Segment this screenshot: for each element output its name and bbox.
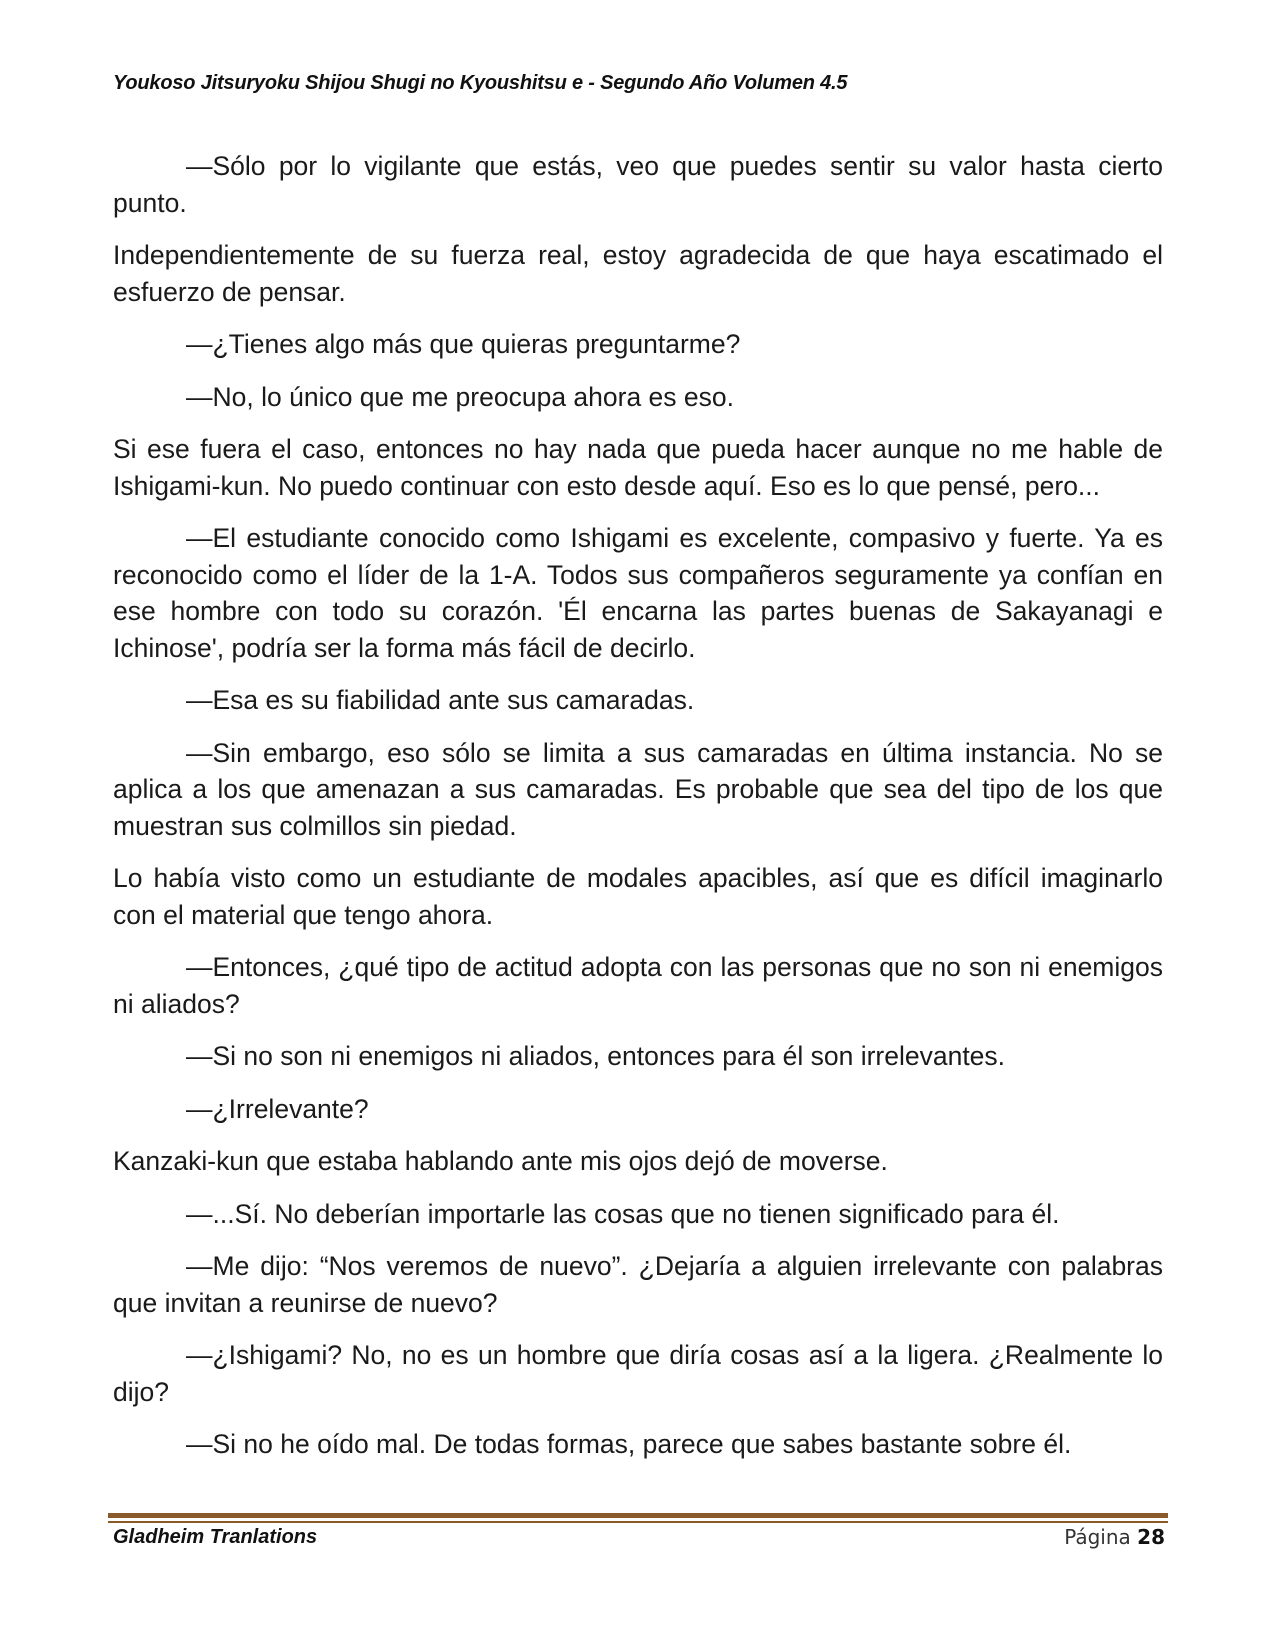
paragraph-8: —Sin embargo, eso sólo se limita a sus camaradas en última instancia. No se aplica a los que amenazan a sus camaradas. Es probable que sea del tipo de los que muestran sus colmillos sin piedad. <box>113 737 1163 841</box>
paragraph-6: —El estudiante conocido como Ishigami es excelente, compasivo y fuerte. Ya es reconocido como el líder de la 1-A. Todos sus compañeros seguramente ya confían en ese hombre con todo su corazón. 'Él encarna las partes buenas de Sakayanagi e Ichinose', podría ser la forma más fácil de decirlo. <box>113 523 1163 663</box>
paragraph-2: Independientemente de su fuerza real, estoy agradecida de que haya escatimado el esfuerzo de pensar. <box>113 240 1163 307</box>
paragraph-10: —Entonces, ¿qué tipo de actitud adopta con las personas que no son ni enemigos ni aliados? <box>113 952 1163 1019</box>
paragraph-4: —No, lo único que me preocupa ahora es eso. <box>186 381 734 412</box>
paragraph-3: —¿Tienes algo más que quieras preguntarme? <box>186 329 741 359</box>
paragraph-15: —Me dijo: “Nos veremos de nuevo”. ¿Dejaría a alguien irrelevante con palabras que invitan a reunirse de nuevo? <box>113 1251 1163 1318</box>
paragraph-14: —...Sí. No deberían importarle las cosas que no tienen significado para él. <box>186 1198 1060 1229</box>
page-number: 28 <box>1137 1525 1165 1549</box>
paragraph-7: —Esa es su fiabilidad ante sus camaradas. <box>186 685 695 715</box>
footer-page-indicator <box>1064 1525 1165 1549</box>
paragraph-5: Si ese fuera el caso, entonces no hay nada que pueda hacer aunque no me hable de Ishigami-kun. No puedo continuar con esto desde aquí. Eso es lo que pensé, pero... <box>113 434 1163 501</box>
paragraph-1: —Sólo por lo vigilante que estás, veo que puedes sentir su valor hasta cierto punto. <box>113 151 1163 218</box>
page-header-title: Youkoso Jitsuryoku Shijou Shugi no Kyoushitsu e - Segundo Año Volumen 4.5 <box>113 72 848 94</box>
paragraph-12: —¿Irrelevante? <box>186 1093 369 1124</box>
paragraph-9: Lo había visto como un estudiante de modales apacibles, así que es difícil imaginarlo con el material que tengo ahora. <box>113 863 1163 930</box>
paragraph-11: —Si no son ni enemigos ni aliados, entonces para él son irrelevantes. <box>186 1041 1006 1071</box>
footer-divider-thick <box>108 1513 1168 1518</box>
paragraph-13: Kanzaki-kun que estaba hablando ante mis ojos dejó de moverse. <box>113 1146 888 1176</box>
page-label: Página <box>1064 1525 1131 1549</box>
footer-publisher: Gladheim Tranlations <box>113 1526 318 1548</box>
page-body <box>113 148 1163 1463</box>
paragraph-16: —¿Ishigami? No, no es un hombre que diría cosas así a la ligera. ¿Realmente lo dijo? <box>113 1340 1163 1407</box>
footer-divider-thin <box>108 1521 1168 1523</box>
paragraph-17: —Si no he oído mal. De todas formas, parece que sabes bastante sobre él. <box>186 1429 1072 1459</box>
